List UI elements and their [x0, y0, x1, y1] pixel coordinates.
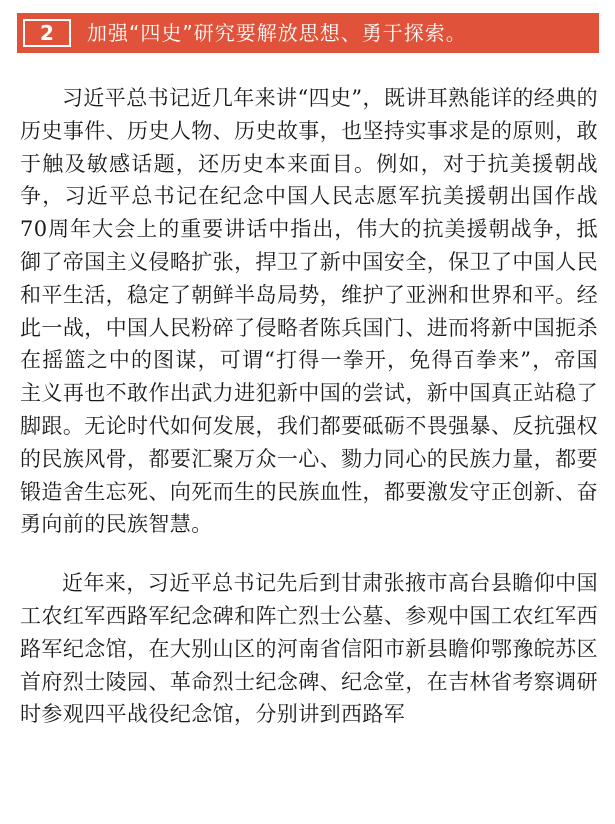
section-header — [17, 13, 599, 53]
paragraph-1: 习近平总书记近几年来讲“四史”，既讲耳熟能详的经典的历史事件、历史人物、历史故事，也坚持实事求是的原则，敢于触及敏感话题，还历史本来面目。例如，对于抗美援朝战争，习近平总书记在纪念中国人民志愿军抗美援朝出国作战70周年大会上的重要讲话中指出，伟大的抗美援朝战争，抵御了帝国主义侵略扩张，捍卫了新中国安全，保卫了中国人民和平生活，稳定了朝鲜半岛局势，维护了亚洲和世界和平。经此一战，中国人民粉碎了侵略者陈兵国门、进而将新中国扼杀在摇篮之中的图谋，可谓“打得一拳开，免得百拳来”，帝国主义再也不敢作出武力进犯新中国的尝试，新中国真正站稳了脚跟。无论时代如何发展，我们都要砥砺不畏强暴、反抗强权的民族风骨，都要汇聚万众一心、勠力同心的民族力量，都要锻造舍生忘死、向死而生的民族血性，都要激发守正创新、奋勇向前的民族智慧。 — [20, 86, 598, 537]
section-title: 加强“四史”研究要解放思想、勇于探索。 — [87, 21, 467, 45]
article-body — [20, 82, 598, 731]
paragraph-2: 近年来，习近平总书记先后到甘肃张掖市高台县瞻仰中国工农红军西路军纪念碑和阵亡烈士公墓、参观中国工农红军西路军纪念馆，在大别山区的河南省信阳市新县瞻仰鄂豫皖苏区首府烈士陵园、革命烈士纪念碑、纪念堂，在吉林省考察调研时参观四平战役纪念馆，分别讲到西路军 — [20, 571, 598, 727]
section-number-badge: 2 — [23, 19, 71, 47]
